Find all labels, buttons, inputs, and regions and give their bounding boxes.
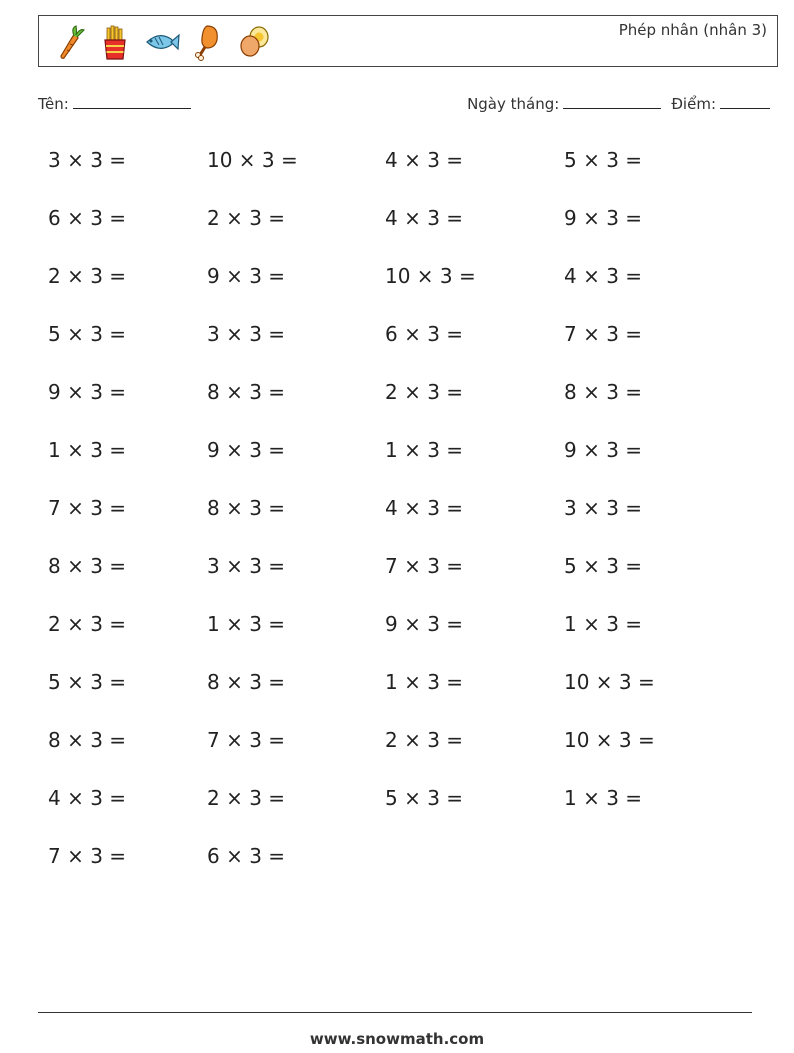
footer-url: www.snowmath.com bbox=[309, 1030, 485, 1048]
problem-item: 1 × 3 = bbox=[385, 438, 464, 462]
problem-item: 8 × 3 = bbox=[207, 496, 286, 520]
worksheet-title: Phép nhân (nhân 3) bbox=[618, 21, 767, 39]
score-label: Điểm: bbox=[671, 95, 716, 113]
problem-item: 7 × 3 = bbox=[385, 554, 464, 578]
problem-item: 1 × 3 = bbox=[564, 786, 643, 810]
problem-item: 4 × 3 = bbox=[385, 148, 464, 172]
carrot-icon bbox=[49, 22, 89, 62]
problem-item: 10 × 3 = bbox=[385, 264, 476, 288]
problem-item: 6 × 3 = bbox=[385, 322, 464, 346]
problem-item: 7 × 3 = bbox=[564, 322, 643, 346]
problem-item: 2 × 3 = bbox=[385, 728, 464, 752]
problem-item: 8 × 3 = bbox=[48, 554, 127, 578]
problem-item: 6 × 3 = bbox=[207, 844, 286, 868]
problem-item: 7 × 3 = bbox=[207, 728, 286, 752]
problem-item: 5 × 3 = bbox=[48, 670, 127, 694]
problem-item: 9 × 3 = bbox=[564, 206, 643, 230]
icon-strip bbox=[49, 22, 273, 62]
fries-icon bbox=[95, 22, 135, 62]
problem-item: 8 × 3 = bbox=[564, 380, 643, 404]
problem-item: 10 × 3 = bbox=[207, 148, 298, 172]
problem-item: 3 × 3 = bbox=[207, 322, 286, 346]
problem-item: 7 × 3 = bbox=[48, 496, 127, 520]
problem-item: 1 × 3 = bbox=[48, 438, 127, 462]
name-field bbox=[38, 94, 191, 113]
problem-item: 3 × 3 = bbox=[48, 148, 127, 172]
problem-item: 2 × 3 = bbox=[385, 380, 464, 404]
date-score-fields bbox=[467, 94, 770, 113]
problem-item: 9 × 3 = bbox=[48, 380, 127, 404]
footer-divider bbox=[38, 1012, 752, 1013]
problem-item: 2 × 3 = bbox=[48, 264, 127, 288]
problem-item: 5 × 3 = bbox=[48, 322, 127, 346]
problem-item: 8 × 3 = bbox=[48, 728, 127, 752]
problem-item: 2 × 3 = bbox=[207, 786, 286, 810]
name-blank-line[interactable] bbox=[73, 94, 191, 109]
problem-item: 8 × 3 = bbox=[207, 380, 286, 404]
problem-item: 4 × 3 = bbox=[385, 206, 464, 230]
problem-item: 1 × 3 = bbox=[207, 612, 286, 636]
problem-item: 5 × 3 = bbox=[564, 148, 643, 172]
worksheet-header bbox=[38, 15, 778, 67]
problem-item: 5 × 3 = bbox=[385, 786, 464, 810]
problem-item: 9 × 3 = bbox=[207, 264, 286, 288]
problem-item: 9 × 3 = bbox=[207, 438, 286, 462]
name-label: Tên: bbox=[38, 95, 69, 113]
date-blank-line[interactable] bbox=[563, 94, 661, 109]
problem-item: 5 × 3 = bbox=[564, 554, 643, 578]
problem-item: 8 × 3 = bbox=[207, 670, 286, 694]
problem-item: 7 × 3 = bbox=[48, 844, 127, 868]
fish-icon bbox=[141, 22, 181, 62]
problem-item: 9 × 3 = bbox=[564, 438, 643, 462]
problem-item: 6 × 3 = bbox=[48, 206, 127, 230]
drumstick-icon bbox=[187, 22, 227, 62]
score-blank-line[interactable] bbox=[720, 94, 770, 109]
problem-item: 10 × 3 = bbox=[564, 728, 655, 752]
problem-item: 1 × 3 = bbox=[564, 612, 643, 636]
problem-item: 4 × 3 = bbox=[385, 496, 464, 520]
problem-item: 2 × 3 = bbox=[48, 612, 127, 636]
problem-item: 4 × 3 = bbox=[564, 264, 643, 288]
eggs-icon bbox=[233, 22, 273, 62]
problem-item: 3 × 3 = bbox=[564, 496, 643, 520]
problem-item: 10 × 3 = bbox=[564, 670, 655, 694]
problem-item: 3 × 3 = bbox=[207, 554, 286, 578]
problem-item: 9 × 3 = bbox=[385, 612, 464, 636]
problem-item: 2 × 3 = bbox=[207, 206, 286, 230]
problem-item: 4 × 3 = bbox=[48, 786, 127, 810]
problem-item: 1 × 3 = bbox=[385, 670, 464, 694]
date-label: Ngày tháng: bbox=[467, 95, 560, 113]
